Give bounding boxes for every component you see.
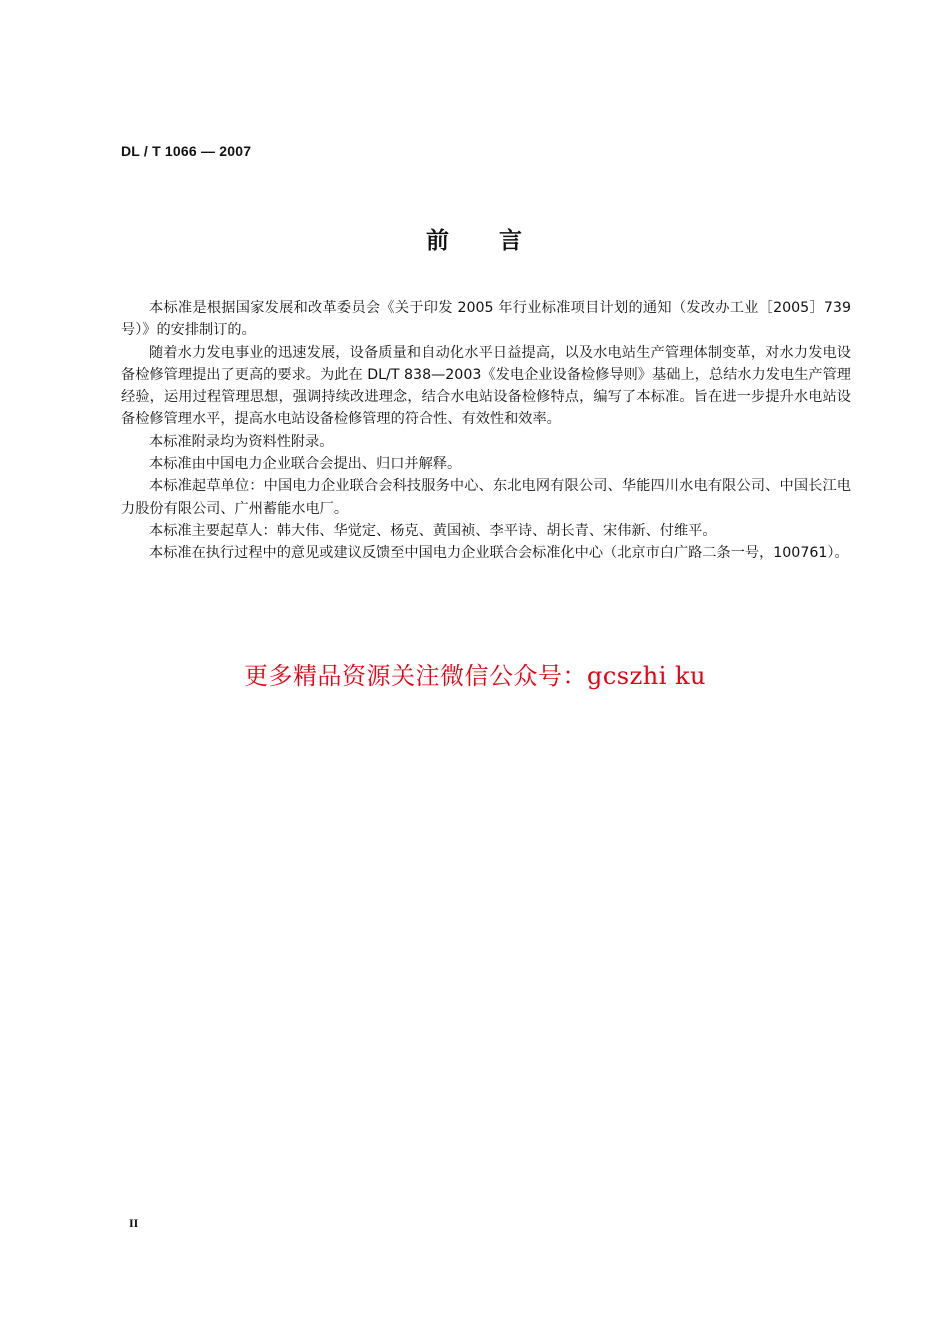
paragraph-feedback: 本标准在执行过程中的意见或建议反馈至中国电力企业联合会标准化中心（北京市白广路二条一号，100761）。 xyxy=(149,545,849,562)
paragraph-drafting-units: 本标准起草单位：中国电力企业联合会科技服务中心、东北电网有限公司、华能四川水电有限公司、中国长江电力股份有限公司、广州蓄能水电厂。 xyxy=(121,478,851,517)
heading-char-1: 前 xyxy=(426,228,451,254)
foreword-body xyxy=(121,297,851,565)
paragraph-plan-basis: 本标准是根据国家发展和改革委员会《关于印发 2005 年行业标准项目计划的通知（发改办工业［2005］739 号）》的安排制订的。 xyxy=(121,300,851,339)
promo-watermark-text: 更多精品资源关注微信公众号：gcszhi ku xyxy=(243,662,707,690)
document-code: DL / T 1066 — 2007 xyxy=(121,143,252,159)
page-number: II xyxy=(129,1216,139,1230)
paragraph-proposer: 本标准由中国电力企业联合会提出、归口并解释。 xyxy=(149,456,462,473)
paragraph-drafters: 本标准主要起草人：韩大伟、华觉定、杨克、黄国祯、李平诗、胡长青、宋伟新、付维平。 xyxy=(149,522,717,539)
paragraph-appendix: 本标准附录均为资料性附录。 xyxy=(149,433,334,450)
paragraph-background: 随着水力发电事业的迅速发展，设备质量和自动化水平日益提高，以及水电站生产管理体制变革，对水力发电设备检修管理提出了更高的要求。为此在 DL/T 838—2003《发电企业设备检修导则》基础上，总结水力发电生产管理经验，运用过程管理思想，强调持续改进理念，结合水电站设备检修特点，编写了本标准。旨在进一步提升水电站设备检修管理水平，提高水电站设备检修管理的符合性、有效性和效率。 xyxy=(121,344,851,428)
section-heading xyxy=(0,222,950,255)
heading-char-2: 言 xyxy=(499,228,524,254)
